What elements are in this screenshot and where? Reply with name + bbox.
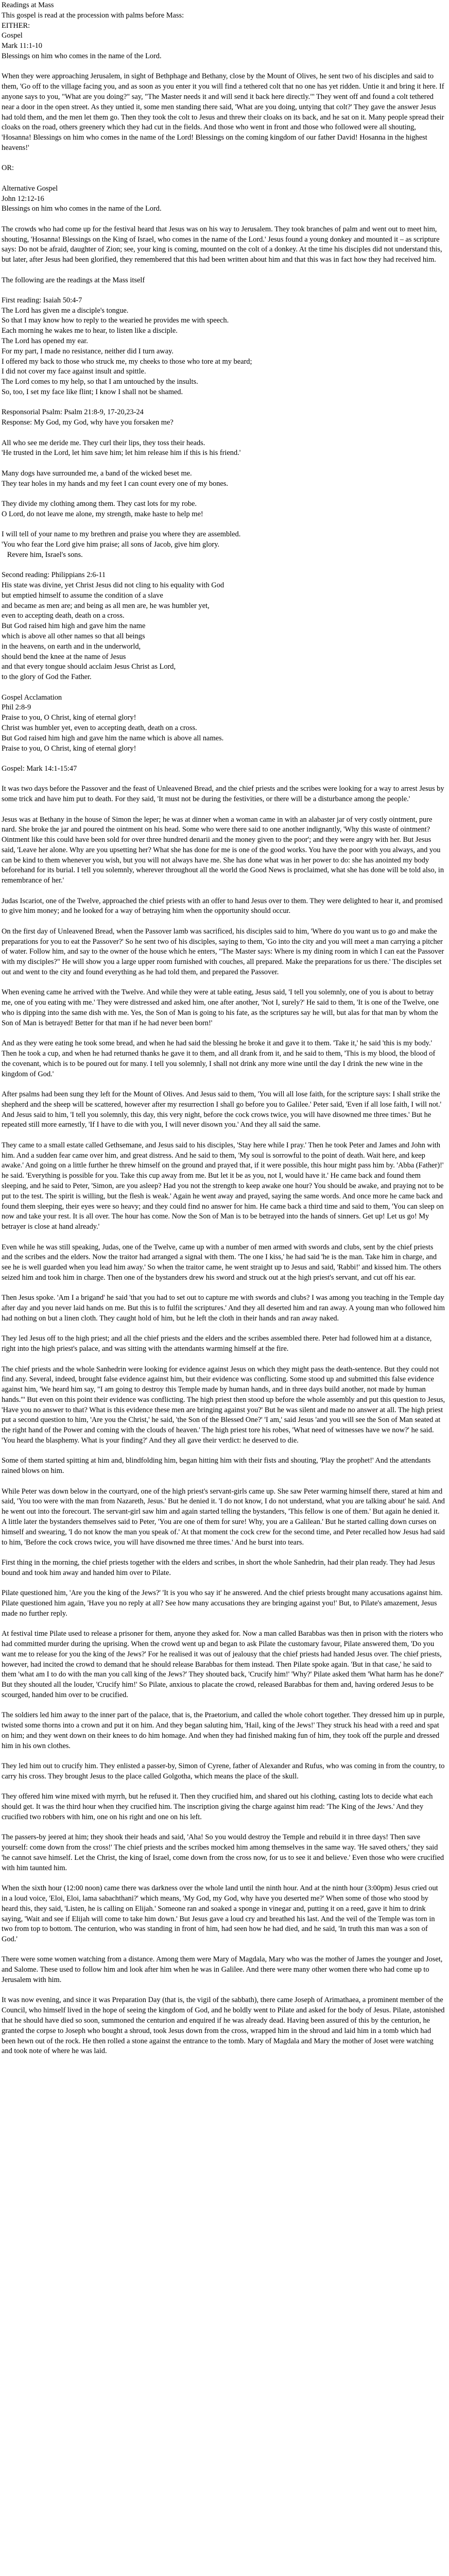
reading-paragraph: Responsorial Psalm: Psalm 21:8-9, 17-20,23-24 Response: My God, my God, why have you forsaken me? [2,408,174,427]
reading-paragraph: Judas Iscariot, one of the Twelve, approached the chief priests with an offer to hand Jesus over to them. They were delighted to hear it, and promised to give him money; and he looked for a way of betraying him when the opportunity should occur. [2,896,445,916]
reading-paragraph: On the first day of Unleavened Bread, when the Passover lamb was sacrificed, his disciples said to him, 'Where do you want us to go and make the preparations for you to eat the Passover?' So he sent two of his disciples, saying to them, 'Go into the city and you will meet a man carrying a pitcher of water. Follow him, and say to the owner of the house which he enters, "The Master says: Where is my dining room in which I can eat the Passover with my disciples?" He will show you a large upper room furnished with couches, all prepared. Make the preparations for us there.' The disciples set out and went to the city and found everything as he had told them, and prepared the Passover. [2,927,446,977]
reading-paragraph: While Peter was down below in the courtyard, one of the high priest's servant-girls came up. She saw Peter warming himself there, stared at him and said, 'You too were with the man from Nazareth, Jesus.' But he denied it. 'I do not know, I do not understand, what you are talking about' he said. And he went out into the forecourt. The servant-girl saw him and again started telling the bystanders, 'This fellow is one of them.' But again he denied it. A little later the bystanders themselves said to Peter, 'You are one of them for sure! Why, you are a Galilean.' But he started calling down curses on himself and swearing, 'I do not know the man you speak of.' At that moment the cock crew for the second time, and Peter recalled how Jesus had said to him, 'Before the cock crows twice, you will have disowned me three times.' And he burst into tears. [2,1487,447,1547]
reading-paragraph: The passers-by jeered at him; they shook their heads and said, 'Aha! So you would destroy the Temple and rebuild it in three days! Then save yourself: come down from the cross!' The chief priests and the scribes mocked him among themselves in the same way. 'He saved others,' they said 'he cannot save himself. Let the Christ, the king of Israel, come down from the cross now, for us to see it and believe.' Even those who were crucified with him taunted him. [2,1833,446,1872]
reading-paragraph: Gospel Acclamation Phil 2:8-9 Praise to you, O Christ, king of eternal glory! Christ was humbler yet, even to accepting death, death on a cross. But God raised him high and gave him the name which is above all names. Praise to you, O Christ, king of eternal glory! [2,693,224,753]
reading-paragraph: All who see me deride me. They curl their lips, they toss their heads. 'He trusted in the Lord, let him save him; let him release him if this is his friend.' [2,438,241,457]
reading-paragraph: When the sixth hour (12:00 noon) came there was darkness over the whole land until the ninth hour. And at the ninth hour (3:00pm) Jesus cried out in a loud voice, 'Eloi, Eloi, lama sabachthani?' which means, 'My God, my God, why have you deserted me?' When some of those who stood by heard this, they said, 'Listen, he is calling on Elijah.' Someone ran and soaked a sponge in vinegar and, putting it on a reed, gave it him to drink saying, 'Wait and see if Elijah will come to take him down.' But Jesus gave a loud cry and breathed his last. And the veil of the Temple was torn in two from top to bottom. The centurion, who was standing in front of him, had seen how he had died, and he said, 'In truth this man was a son of God.' [2,1884,440,1944]
reading-paragraph: They came to a small estate called Gethsemane, and Jesus said to his disciples, 'Stay here while I pray.' Then he took Peter and James and John with him. And a sudden fear came over him, and great distress. And he said to them, 'My soul is sorrowful to the point of death. Wait here, and keep awake.' And going on a little further he threw himself on the ground and prayed that, if it were possible, this hour might pass him by. 'Abba (Father)!' he said. 'Everything is possible for you. Take this cup away from me. But let it be as you, not I, would have it.' He came back and found them sleeping, and he said to Peter, 'Simon, are you asleep? Had you not the strength to keep awake one hour? You should be awake, and praying not to be put to the test. The spirit is willing, but the flesh is weak.' Again he went away and prayed, saying the same words. And once more he came back and found them sleeping, their eyes were so heavy; and they could find no answer for him. He came back a third time and said to them, 'You can sleep on now and take your rest. It is all over. The hour has come. Now the Son of Man is to be betrayed into the hands of sinners. Get up! Let us go! My betrayer is close at hand already.' [2,1141,446,1231]
reading-paragraph: First thing in the morning, the chief priests together with the elders and scribes, in short the whole Sanhedrin, had their plan ready. They had Jesus bound and took him away and handed him over to Pilate. [2,1558,437,1577]
reading-paragraph: They led him out to crucify him. They enlisted a passer-by, Simon of Cyrene, father of Alexander and Rufus, who was coming in from the country, to carry his cross. They brought Jesus to the place called Golgotha, which means the place of the skull. [2,1762,447,1781]
reading-paragraph: Jesus was at Bethany in the house of Simon the leper; he was at dinner when a woman came in with an alabaster jar of very costly ointment, pure nard. She broke the jar and poured the ointment on his head. Some who were there said to one another indignantly, 'Why this waste of ointment? Ointment like this could have been sold for over three hundred denarii and the money given to the poor'; and they were angry with her. But Jesus said, 'Leave her alone. Why are you upsetting her? What she has done for me is one of the good works. You have the poor with you always, and you can be kind to them whenever you wish, but you will not always have me. She has done what was in her power to do: she has anointed my body beforehand for its burial. I tell you solemnly, wherever throughout all the world the Good News is proclaimed, what she has done will be told also, in remembrance of her.' [2,815,446,885]
reading-paragraph: When they were approaching Jerusalem, in sight of Bethphage and Bethany, close by the Mount of Olives, he sent two of his disciples and said to them, 'Go off to the village facing you, and as soon as you enter it you will find a tethered colt that no one has yet ridden. Untie it and bring it here. If anyone says to you, "What are you doing?" say, "The Master needs it and will send it back here directly."' They went off and found a colt tethered near a door in the open street. As they untied it, some men standing there said, 'What are you doing, untying that colt?' They gave the answer Jesus had told them, and the men let them go. Then they took the colt to Jesus and threw their cloaks on its back, and he sat on it. Many people spread their cloaks on the road, others greenery which they had cut in the fields. And those who went in front and those who followed were all shouting, 'Hosanna! Blessings on him who comes in the name of the Lord! Blessings on the coming kingdom of our father David! Hosanna in the highest heavens!' [2,72,446,152]
reading-paragraph: At festival time Pilate used to release a prisoner for them, anyone they asked for. Now a man called Barabbas was then in prison with the rioters who had committed murder during the uprising. When the crowd went up and began to ask Pilate the customary favour, Pilate answered them, 'Do you want me to release for you the king of the Jews?' For he realised it was out of jealousy that the chief priests had handed Jesus over. The chief priests, however, had incited the crowd to demand that he should release Barabbas for them instead. Then Pilate spoke again. 'But in that case,' he said to them 'what am I to do with the man you call king of the Jews?' They shouted back, 'Crucify him!' 'Why?' Pilate asked them 'What harm has he done?' But they shouted all the louder, 'Crucify him!' So Pilate, anxious to placate the crowd, released Barabbas for them and, having ordered Jesus to be scourged, handed him over to be crucified. [2,1630,446,1699]
reading-paragraph: I will tell of your name to my brethren and praise you where they are assembled. 'You who fear the Lord give him praise; all sons of Jacob, give him glory. Revere him, Israel's sons. [2,530,241,559]
reading-paragraph: They divide my clothing among them. They cast lots for my robe. O Lord, do not leave me alone, my strength, make haste to help me! [2,500,203,518]
reading-paragraph: The crowds who had come up for the festival heard that Jesus was on his way to Jerusalem. They took branches of palm and went out to meet him, shouting, 'Hosanna! Blessings on the King of Israel, who comes in the name of the Lord.' Jesus found a young donkey and mounted it – as scripture says: Do not be afraid, daughter of Zion; see, your king is coming, mounted on the colt of a donkey. At the time his disciples did not understand this, but later, after Jesus had been glorified, they remembered that this had been written about him and that this was in fact how they had received him. [2,225,444,264]
reading-paragraph: Second reading: Philippians 2:6-11 His state was divine, yet Christ Jesus did not cling to his equality with God but emptied himself to assume the condition of a slave and became as men are; and being as all men are, he was humbler yet, even to accepting death, death on a cross. But God raised him high and gave him the name which is above all other names so that all beings in the heavens, on earth and in the underworld, should bend the knee at the name of Jesus and that every tongue should acclaim Jesus Christ as Lord, to the glory of God the Father. [2,571,224,682]
reading-paragraph: It was now evening, and since it was Preparation Day (that is, the vigil of the sabbath), there came Joseph of Arimathaea, a prominent member of the Council, who himself lived in the hope of seeing the kingdom of God, and he boldly went to Pilate and asked for the body of Jesus. Pilate, astonished that he should have died so soon, summoned the centurion and enquired if he was already dead. Having been assured of this by the centurion, he granted the corpse to Joseph who bought a shroud, took Jesus down from the cross, wrapped him in the shroud and laid him in a tomb which had been hewn out of the rock. He then rolled a stone against the entrance to the tomb. Mary of Magdala and Mary the mother of Joset were watching and took note of where he was laid. [2,1996,447,2056]
reading-paragraph: When evening came he arrived with the Twelve. And while they were at table eating, Jesus said, 'I tell you solemnly, one of you is about to betray me, one of you eating with me.' They were distressed and asked him, one after another, 'Not I, surely?' He said to them, 'It is one of the Twelve, one who is dipping into the same dish with me. Yes, the Son of Man is going to his fate, as the scriptures say he will, but alas for that man by whom the Son of Man is betrayed! Better for that man if he had never been born!' [2,988,441,1027]
reading-paragraph: The soldiers led him away to the inner part of the palace, that is, the Praetorium, and called the whole cohort together. They dressed him up in purple, twisted some thorns into a crown and put it on him. And they began saluting him, 'Hail, king of the Jews!' They struck his head with a reed and spat on him; and they went down on their knees to do him homage. And when they had finished making fun of him, they took off the purple and dressed him in his own clothes. [2,1711,447,1750]
reading-paragraph: Even while he was still speaking, Judas, one of the Twelve, came up with a number of men armed with swords and clubs, sent by the chief priests and the scribes and the elders. Now the traitor had arranged a signal with them. 'The one I kiss,' he had said 'he is the man. Take him in charge, and see he is well guarded when you lead him away.' So when the traitor came, he went straight up to Jesus and said, 'Rabbi!' and kissed him. The others seized him and took him in charge. Then one of the bystanders drew his sword and struck out at the high priest's servant, and cut off his ear. [2,1243,443,1282]
readings-document [2,1,445,2067]
reading-paragraph: And as they were eating he took some bread, and when he had said the blessing he broke it and gave it to them. 'Take it,' he said 'this is my body.' Then he took a cup, and when he had returned thanks he gave it to them, and all drank from it, and he said to them, 'This is my blood, the blood of the covenant, which is to be poured out for many. I tell you solemnly, I shall not drink any more wine until the day I drink the new wine in the kingdom of God.' [2,1039,437,1078]
reading-paragraph: The following are the readings at the Mass itself [2,276,145,284]
reading-paragraph: Gospel: Mark 14:1-15:47 [2,764,77,773]
reading-paragraph: Pilate questioned him, 'Are you the king of the Jews?' 'It is you who say it' he answered. And the chief priests brought many accusations against him. Pilate questioned him again, 'Have you no reply at all? See how many accusations they are bringing against you!' But, to Pilate's amazement, Jesus made no further reply. [2,1589,445,1618]
reading-paragraph: OR: [2,164,14,173]
reading-paragraph: They offered him wine mixed with myrrh, but he refused it. Then they crucified him, and shared out his clothing, casting lots to decide what each should get. It was the third hour when they crucified him. The inscription giving the charge against him read: 'The King of the Jews.' And they crucified two robbers with him, one on his right and one on his left. [2,1792,435,1821]
reading-paragraph: They led Jesus off to the high priest; and all the chief priests and the elders and the scribes assembled there. Peter had followed him at a distance, right into the high priest's palace, and was sitting with the attendants warming himself at the fire. [2,1334,434,1353]
reading-paragraph: It was two days before the Passover and the feast of Unleavened Bread, and the chief priests and the scribes were looking for a way to arrest Jesus by some trick and have him put to death. For they said, 'It must not be during the festivities, or there will be a disturbance among the people.' [2,785,446,804]
reading-paragraph: The chief priests and the whole Sanhedrin were looking for evidence against Jesus on which they might pass the death-sentence. But they could not find any. Several, indeed, brought false evidence against him, but their evidence was conflicting. Some stood up and submitted this false evidence against him, 'We heard him say, "I am going to destroy this Temple made by human hands, and in three days build another, not made by human hands."' But even on this point their evidence was conflicting. The high priest then stood up before the whole assembly and put this question to Jesus, 'Have you no answer to that? What is this evidence these men are bringing against you?' But he was silent and made no answer at all. The high priest put a second question to him, 'Are you the Christ,' he said, 'the Son of the Blessed One?' 'I am,' said Jesus 'and you will see the Son of Man seated at the right hand of the Power and coming with the clouds of heaven.' The high priest tore his robes, 'What need of witnesses have we now?' he said. 'You heard the blasphemy. What is your finding?' And they all gave their verdict: he deserved to die. [2,1365,447,1445]
reading-paragraph: Many dogs have surrounded me, a band of the wicked beset me. They tear holes in my hands and my feet I can count every one of my bones. [2,469,228,488]
reading-paragraph: After psalms had been sung they left for the Mount of Olives. And Jesus said to them, 'You will all lose faith, for the scripture says: I shall strike the shepherd and the sheep will be scattered, however after my resurrection I shall go before you to Galilee.' Peter said, 'Even if all lose faith, I will not.' And Jesus said to him, 'I tell you solemnly, this day, this very night, before the cock crows twice, you will have disowned me three times.' But he repeated still more earnestly, 'If I have to die with you, I will never disown you.' And they all said the same. [2,1090,443,1129]
reading-paragraph: Alternative Gospel John 12:12-16 Blessings on him who comes in the name of the Lord. [2,184,162,213]
reading-paragraph: Readings at Mass This gospel is read at the procession with palms before Mass: EITHER: Gospel Mark 11:1-10 Blessings on him who comes in the name of the Lord. [2,1,184,60]
reading-paragraph: Then Jesus spoke. 'Am I a brigand' he said 'that you had to set out to capture me with swords and clubs? I was among you teaching in the Temple day after day and you never laid hands on me. But this is to fulfil the scriptures.' And they all deserted him and ran away. A young man who followed him had nothing on but a linen cloth. They caught hold of him, but he left the cloth in their hands and ran away naked. [2,1294,447,1323]
reading-paragraph: There were some women watching from a distance. Among them were Mary of Magdala, Mary who was the mother of James the younger and Joset, and Salome. These used to follow him and look after him when he was in Galilee. And there were many other women there who had come up to Jerusalem with him. [2,1955,444,1985]
reading-paragraph: Some of them started spitting at him and, blindfolding him, began hitting him with their fists and shouting, 'Play the prophet!' And the attendants rained blows on him. [2,1456,433,1476]
reading-paragraph: First reading: Isaiah 50:4-7 The Lord has given me a disciple's tongue. So that I may know how to reply to the wearied he provides me with speech. Each morning he wakes me to hear, to listen like a disciple. The Lord has opened my ear. For my part, I made no resistance, neither did I turn away. I offered my back to those who struck me, my cheeks to those who tore at my beard; I did not cover my face against insult and spittle. The Lord comes to my help, so that I am untouched by the insults. So, too, I set my face like flint; I know I shall not be shamed. [2,296,252,397]
